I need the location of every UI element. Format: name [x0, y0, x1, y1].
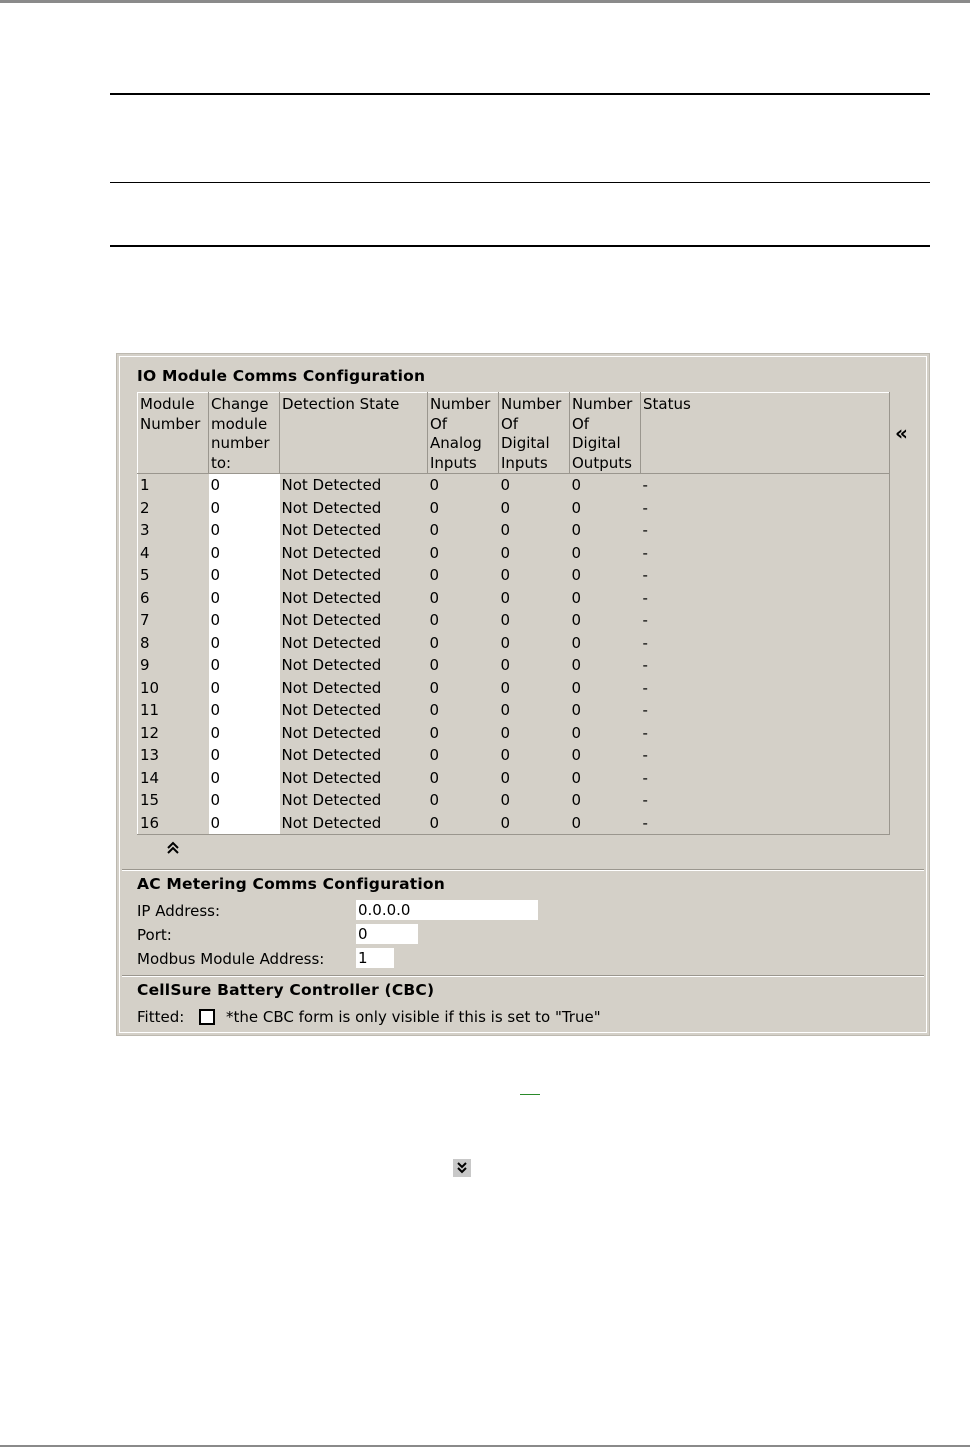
cell-digital-outputs: 0 [571, 476, 582, 494]
fitted-checkbox[interactable] [199, 1009, 215, 1025]
cell-module-number: 2 [138, 497, 209, 520]
cell-detection-state: Not Detected [281, 476, 382, 494]
table-row [138, 812, 890, 835]
cell-change-module-number[interactable]: 0 [209, 789, 280, 812]
cell-digital-outputs: 0 [571, 701, 582, 719]
cell-module-number: 4 [138, 542, 209, 565]
io-section-title: IO Module Comms Configuration [137, 367, 426, 385]
cell-detection-state: Not Detected [281, 656, 382, 674]
panel-inner [119, 356, 927, 1033]
cell-digital-inputs: 0 [500, 678, 511, 697]
ip-address-label: IP Address: [137, 902, 221, 920]
cell-status: - [641, 632, 890, 655]
cell-detection-state: Not Detected [281, 723, 382, 742]
cell-detection-state: Not Detected [281, 678, 382, 697]
cell-digital-inputs: 0 [500, 588, 511, 607]
table-row [138, 587, 890, 610]
cell-module-number: 15 [138, 789, 209, 812]
cell-analog-inputs: 0 [429, 498, 440, 517]
cell-digital-outputs: 0 [571, 543, 582, 562]
cell-digital-outputs: 0 [571, 498, 582, 517]
cell-detection-state: Not Detected [281, 746, 382, 764]
cell-module-number: 5 [138, 564, 209, 587]
header-change-module-number: Change module number to: [209, 393, 280, 474]
cell-analog-inputs: 0 [429, 611, 440, 629]
cell-detection-state: Not Detected [280, 812, 428, 835]
cell-digital-outputs: 0 [571, 768, 582, 787]
io-module-table [137, 392, 890, 835]
cell-digital-inputs: 0 [500, 791, 511, 809]
cell-change-module-number[interactable]: 0 [209, 497, 280, 520]
port-input[interactable]: 0 [355, 923, 419, 945]
top-rule [0, 0, 970, 3]
table-row [138, 699, 890, 722]
cell-module-number: 8 [138, 632, 209, 655]
cell-analog-inputs: 0 [429, 723, 440, 742]
cell-digital-outputs: 0 [571, 678, 582, 697]
ip-address-input[interactable]: 0.0.0.0 [355, 899, 539, 921]
cell-analog-inputs: 0 [429, 566, 440, 584]
cell-digital-inputs: 0 [500, 543, 511, 562]
cell-module-number: 16 [138, 812, 209, 835]
cell-detection-state: Not Detected [281, 633, 382, 652]
cell-module-number: 13 [138, 744, 209, 767]
cell-status: - [641, 609, 890, 632]
cell-change-module-number[interactable]: 0 [209, 564, 280, 587]
table-row [138, 542, 890, 565]
cell-analog-inputs: 0 [429, 678, 440, 697]
cell-digital-outputs: 0 [570, 812, 641, 835]
cell-change-module-number[interactable]: 0 [209, 632, 280, 655]
cell-module-number: 11 [138, 699, 209, 722]
cell-analog-inputs: 0 [429, 746, 440, 764]
header-detection-state: Detection State [280, 393, 428, 474]
cell-module-number: 12 [138, 722, 209, 745]
table-row [138, 632, 890, 655]
cell-module-number: 14 [138, 767, 209, 790]
cell-analog-inputs: 0 [429, 768, 440, 787]
cell-status: - [641, 789, 890, 812]
table-row [138, 722, 890, 745]
cell-digital-inputs: 0 [500, 633, 511, 652]
cell-status: - [641, 519, 890, 542]
section-divider [122, 869, 924, 871]
cell-digital-inputs: 0 [500, 768, 511, 787]
header-analog-inputs: Number Of Analog Inputs [428, 393, 499, 474]
cell-digital-inputs: 0 [500, 701, 511, 719]
modbus-address-input[interactable]: 1 [355, 947, 395, 969]
cell-status: - [641, 654, 890, 677]
cell-digital-outputs: 0 [571, 791, 582, 809]
table-row [138, 474, 890, 497]
cell-digital-outputs: 0 [571, 611, 582, 629]
cell-change-module-number[interactable]: 0 [209, 722, 280, 745]
section-divider [122, 975, 924, 977]
table-row [138, 497, 890, 520]
cell-digital-inputs: 0 [500, 656, 511, 674]
ac-section-title: AC Metering Comms Configuration [137, 875, 446, 893]
cell-status: - [641, 677, 890, 700]
table-row [138, 789, 890, 812]
cell-status: - [641, 812, 890, 835]
bottom-rule [0, 1445, 970, 1447]
cell-status: - [641, 564, 890, 587]
cell-change-module-number[interactable]: 0 [209, 767, 280, 790]
cell-change-module-number[interactable]: 0 [209, 654, 280, 677]
table-row [138, 744, 890, 767]
cell-analog-inputs: 0 [428, 812, 499, 835]
cell-status: - [641, 722, 890, 745]
cell-module-number: 10 [138, 677, 209, 700]
cell-change-module-number[interactable]: 0 [209, 519, 280, 542]
double-chevron-down-icon [456, 1162, 468, 1174]
cell-analog-inputs: 0 [429, 521, 440, 539]
cell-digital-inputs: 0 [500, 498, 511, 517]
cell-digital-outputs: 0 [571, 633, 582, 652]
cell-status: - [641, 497, 890, 520]
cell-analog-inputs: 0 [429, 588, 440, 607]
expand-down-icon[interactable] [453, 1159, 471, 1177]
modbus-address-label: Modbus Module Address: [137, 950, 325, 968]
double-chevron-up-icon [166, 841, 180, 855]
cell-status: - [641, 587, 890, 610]
cell-detection-state: Not Detected [281, 498, 382, 517]
cell-digital-inputs: 0 [499, 812, 570, 835]
horizontal-rule [110, 93, 930, 95]
cell-detection-state: Not Detected [281, 791, 382, 809]
cell-digital-inputs: 0 [500, 611, 511, 629]
cell-change-module-number[interactable]: 0 [209, 744, 280, 767]
table-row [138, 564, 890, 587]
header-status: Status [641, 393, 890, 474]
cell-change-module-number[interactable]: 0 [209, 677, 280, 700]
cell-digital-outputs: 0 [571, 723, 582, 742]
cell-change-module-number[interactable]: 0 [209, 587, 280, 610]
cell-digital-inputs: 0 [500, 476, 511, 494]
cell-digital-outputs: 0 [571, 521, 582, 539]
cbc-note: *the CBC form is only visible if this is set to "True" [226, 1008, 601, 1026]
table-row [138, 677, 890, 700]
cell-change-module-number[interactable]: 0 [209, 699, 280, 722]
port-label: Port: [137, 926, 172, 944]
cell-change-module-number[interactable]: 0 [209, 609, 280, 632]
cell-detection-state: Not Detected [281, 701, 382, 719]
cell-analog-inputs: 0 [429, 791, 440, 809]
cell-digital-outputs: 0 [571, 566, 582, 584]
cell-digital-inputs: 0 [500, 521, 511, 539]
cell-status: - [641, 542, 890, 565]
cell-module-number: 3 [138, 519, 209, 542]
table-row [138, 519, 890, 542]
header-module-number: Module Number [138, 393, 209, 474]
io-table-body [138, 474, 890, 835]
cell-detection-state: Not Detected [281, 521, 382, 539]
cell-detection-state: Not Detected [281, 566, 382, 584]
cell-analog-inputs: 0 [429, 656, 440, 674]
cell-status: - [641, 474, 890, 497]
cell-analog-inputs: 0 [429, 543, 440, 562]
cell-module-number: 9 [138, 654, 209, 677]
cell-detection-state: Not Detected [281, 611, 382, 629]
table-row [138, 767, 890, 790]
table-header-row [138, 393, 890, 474]
cell-status: - [641, 744, 890, 767]
cell-detection-state: Not Detected [281, 588, 382, 607]
cell-module-number: 7 [138, 609, 209, 632]
table-row [138, 654, 890, 677]
collapse-left-icon[interactable]: « [895, 421, 908, 445]
cell-detection-state: Not Detected [281, 543, 382, 562]
cell-change-module-number[interactable]: 0 [209, 474, 280, 497]
header-digital-outputs: Number Of Digital Outputs [570, 393, 641, 474]
cell-module-number: 6 [138, 587, 209, 610]
cell-status: - [641, 767, 890, 790]
collapse-up-icon[interactable] [166, 840, 180, 859]
cbc-section-title: CellSure Battery Controller (CBC) [137, 981, 435, 999]
cell-analog-inputs: 0 [429, 633, 440, 652]
cell-detection-state: Not Detected [281, 768, 382, 787]
table-row [138, 609, 890, 632]
cell-status: - [641, 699, 890, 722]
cell-digital-outputs: 0 [571, 746, 582, 764]
cell-digital-outputs: 0 [571, 656, 582, 674]
cell-change-module-number[interactable]: 0 [209, 542, 280, 565]
fitted-label: Fitted: [137, 1008, 185, 1026]
header-digital-inputs: Number Of Digital Inputs [499, 393, 570, 474]
horizontal-rule [110, 245, 930, 247]
cell-digital-inputs: 0 [500, 566, 511, 584]
cell-module-number: 1 [138, 474, 209, 497]
cell-digital-outputs: 0 [571, 588, 582, 607]
cell-digital-inputs: 0 [500, 723, 511, 742]
cell-analog-inputs: 0 [429, 476, 440, 494]
cell-analog-inputs: 0 [429, 701, 440, 719]
horizontal-rule [110, 182, 930, 183]
configuration-panel [116, 353, 930, 1036]
link-underline[interactable] [520, 1094, 540, 1095]
cell-change-module-number[interactable]: 0 [209, 812, 280, 835]
cell-digital-inputs: 0 [500, 746, 511, 764]
